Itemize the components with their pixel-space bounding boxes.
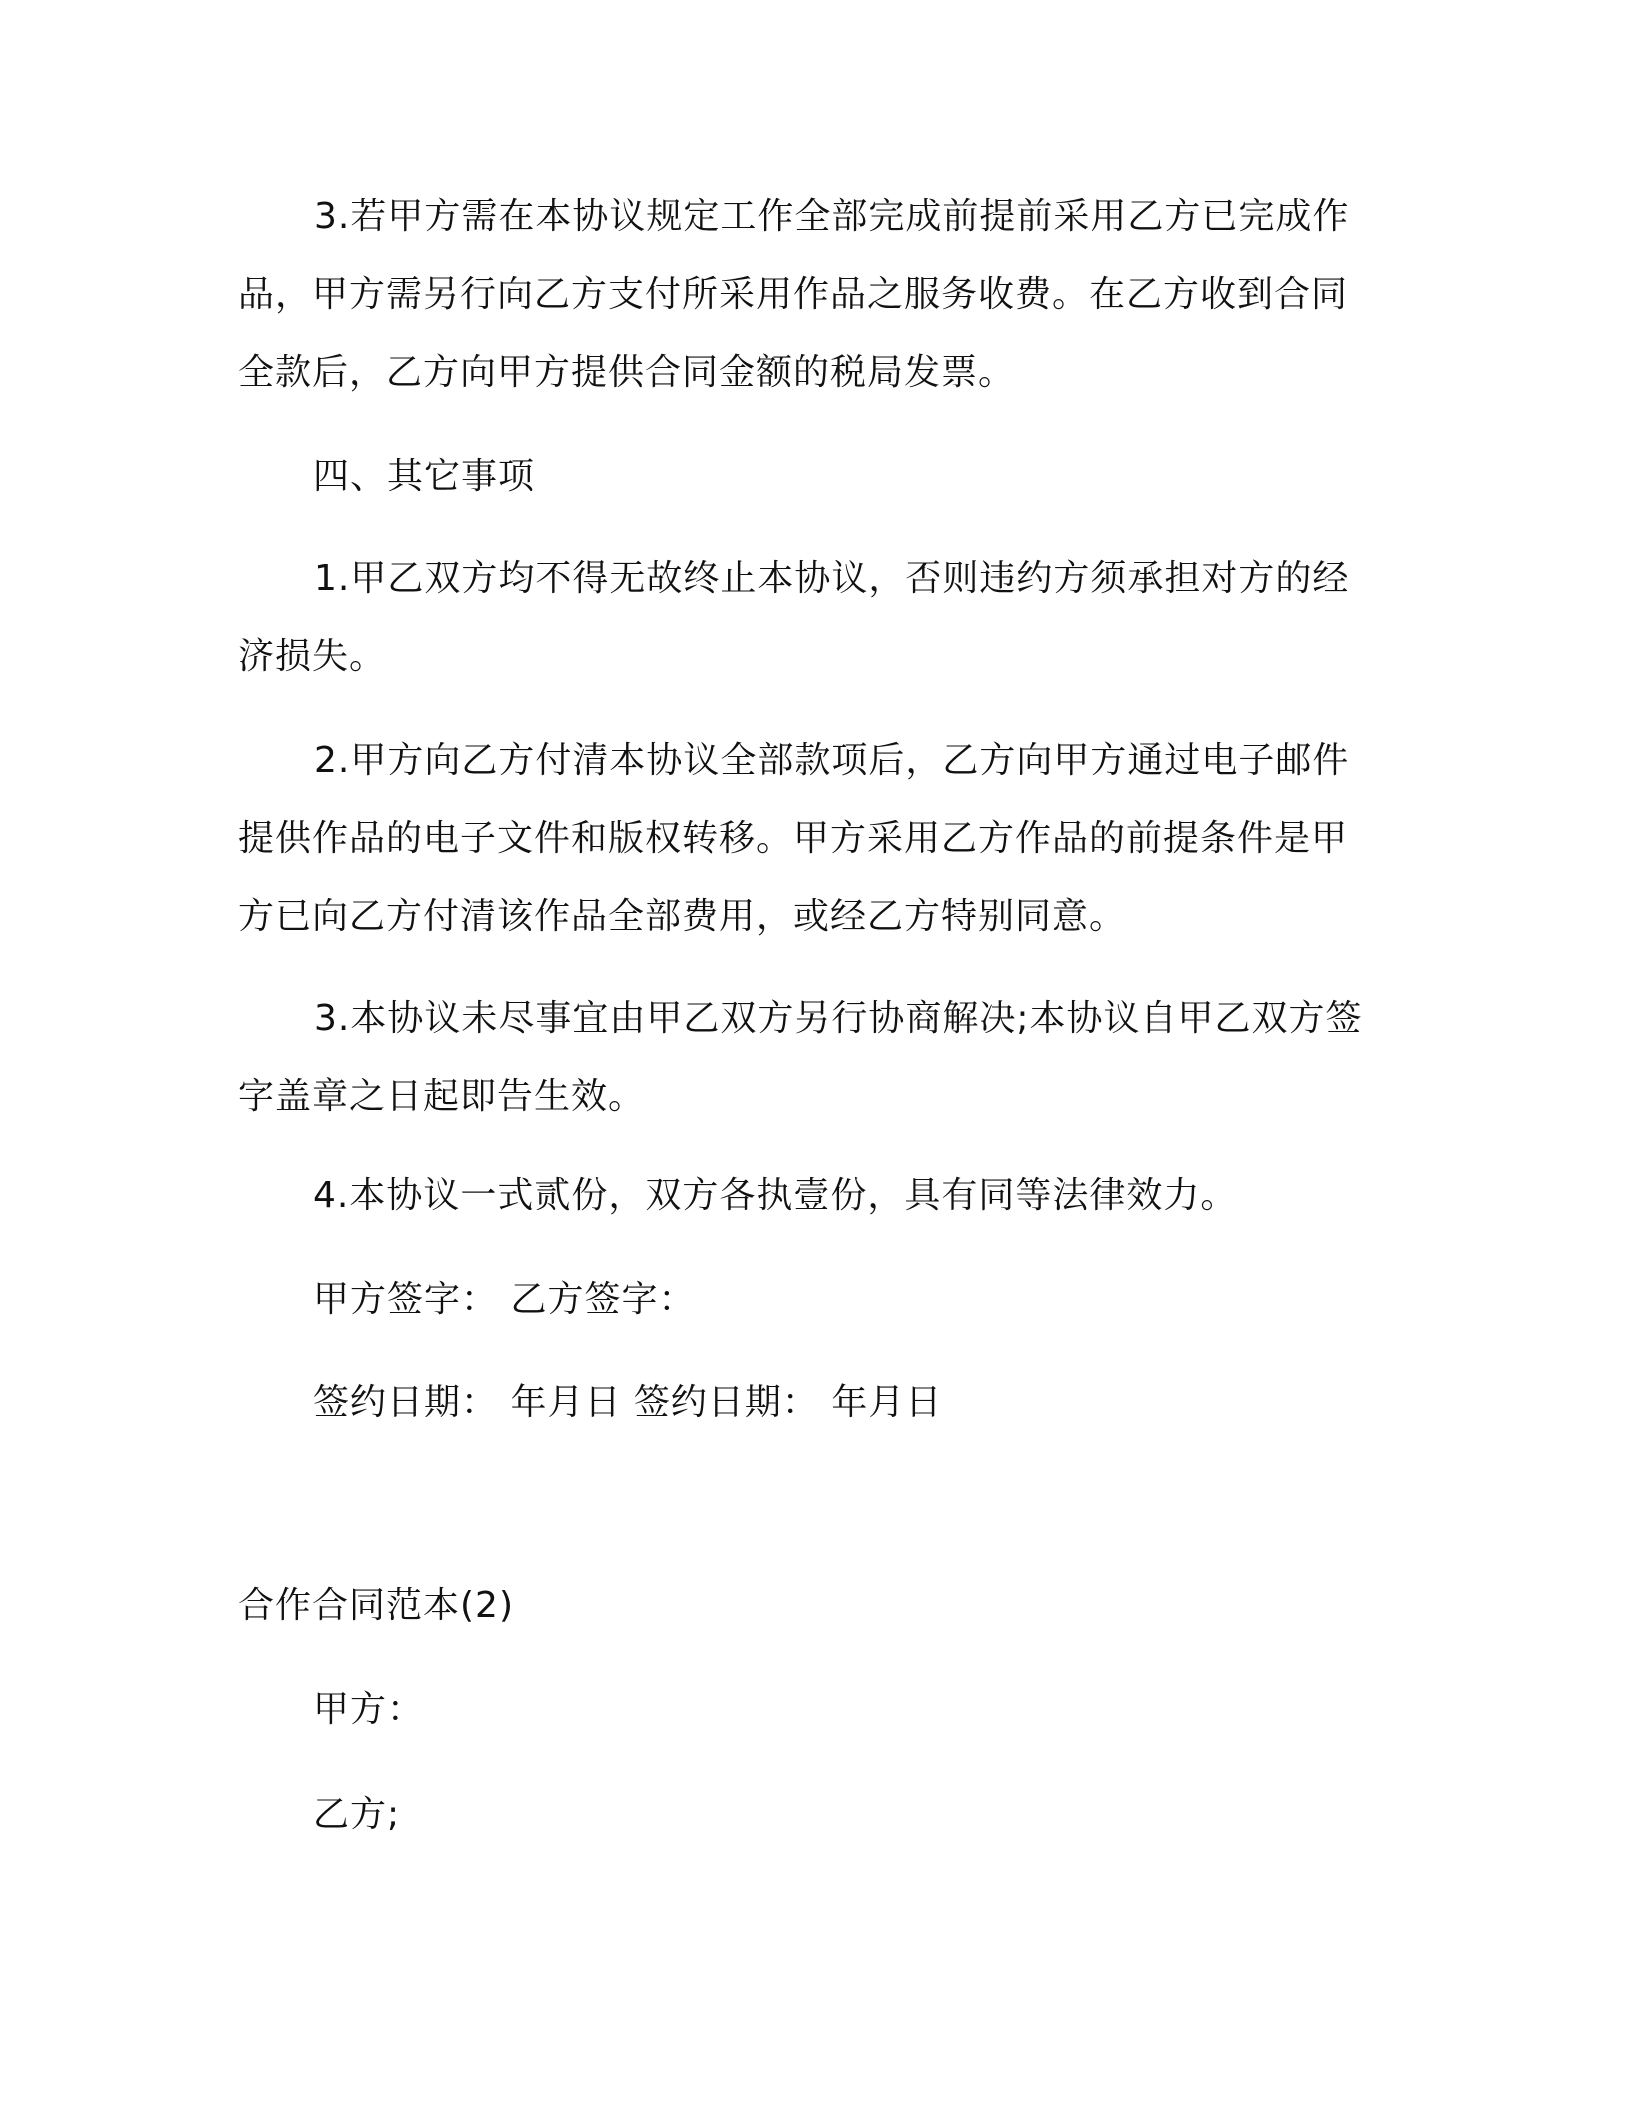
date-line: 签约日期： 年月日 签约日期： 年月日	[313, 1382, 943, 1423]
clause-3-effective-paragraph: 3.本协议未尽事宜由甲乙双方另行协商解决;本协议自甲乙双方签字盖章之日起即告生效。	[238, 998, 1363, 1117]
clause-2-delivery-paragraph: 2.甲方向乙方付清本协议全部款项后，乙方向甲方通过电子邮件提供作品的电子文件和版权转移。甲方采用乙方作品的前提条件是甲方已向乙方付清该作品全部费用，或经乙方特别同意。	[238, 740, 1350, 937]
clause-3-payment-paragraph: 3.若甲方需在本协议规定工作全部完成前提前采用乙方已完成作品，甲方需另行向乙方支付所采用作品之服务收费。在乙方收到合同全款后，乙方向甲方提供合同金额的税局发票。	[238, 196, 1350, 393]
party-a-label: 甲方：	[313, 1689, 425, 1730]
clause-4-copies-paragraph: 4.本协议一式贰份，双方各执壹份，具有同等法律效力。	[313, 1175, 1238, 1216]
section-heading-other-matters: 四、其它事项	[313, 456, 536, 497]
clause-1-termination-paragraph: 1.甲乙双方均不得无故终止本协议，否则违约方须承担对方的经济损失。	[238, 558, 1350, 677]
party-b-label: 乙方;	[313, 1794, 401, 1835]
contract-template-2-title: 合作合同范本(2)	[238, 1585, 514, 1626]
signature-line: 甲方签字： 乙方签字：	[313, 1279, 696, 1320]
